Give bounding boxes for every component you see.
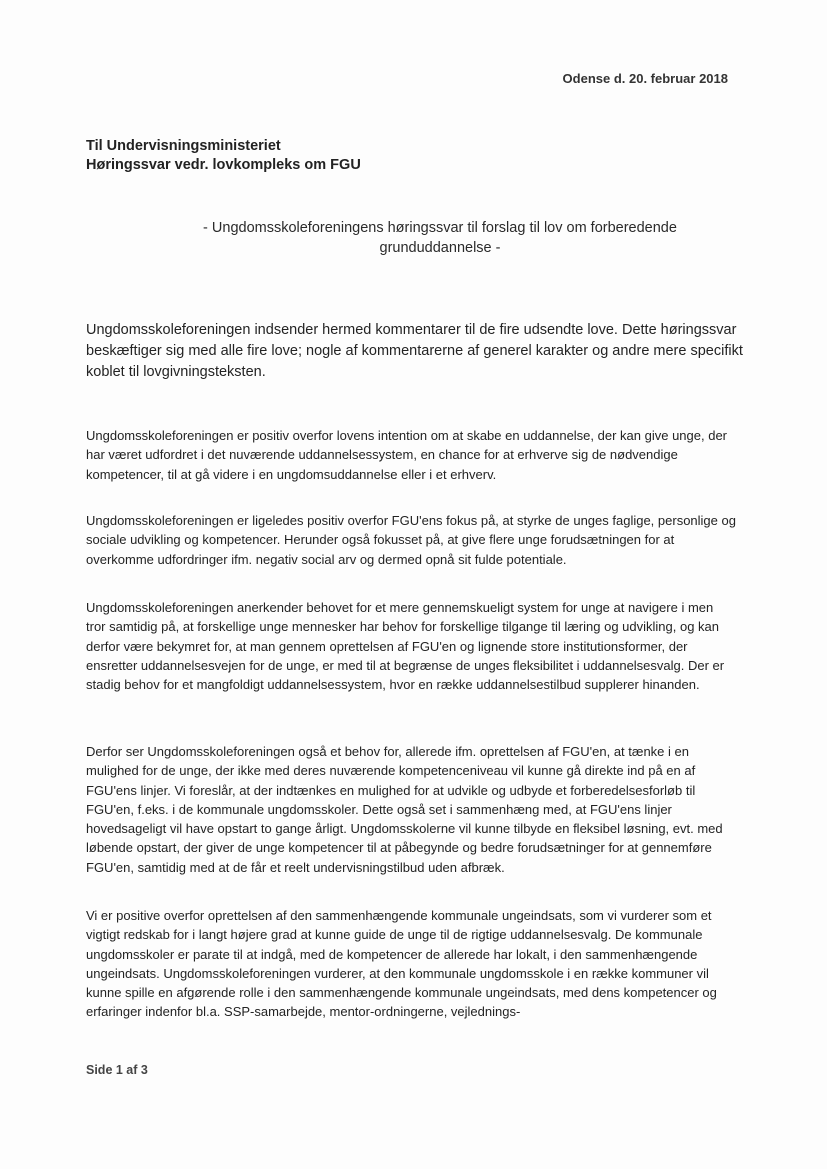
page-number: Side 1 af 3 xyxy=(86,1063,148,1077)
document-title xyxy=(150,218,730,258)
body-paragraph: Derfor ser Ungdomsskoleforeningen også et behov for, allerede ifm. oprettelsen af FGU'en, at tænke i en mulighed for de unge, der ikke med deres nuværende kompetenceniveau vil kunne gå direkte ind på en af FGU'ens linjer. Vi foreslår, at der indtænkes en mulighed for at udvikle og udbyde et forberedelsesforløb til FGU'en, f.eks. i de kommunale ungdomsskoler. Dette også set i sammenhæng med, at FGU'ens linjer hovedsageligt vil have opstart to gange årligt. Ungdomsskolerne vil kunne tilbyde en fleksibel løsning, evt. med løbende opstart, der giver de unge kompetencer til at påbegynde og bedre forudsætninger for at gennemføre FGU'en, samtidig med at de får et reelt undervisningstilbud uden afbræk. xyxy=(86,744,723,875)
title-line-2: grunduddannelse - xyxy=(379,240,501,256)
recipient-line: Til Undervisningsministeriet xyxy=(86,138,281,154)
body-paragraph: Ungdomsskoleforeningen anerkender behovet for et mere gennemskueligt system for unge at navigere i men tror samtidig på, at forskellige unge mennesker har behov for forskellige tilgange til læring og udvikling, og kan derfor være bekymret for, at man gennem oprettelsen af FGU'en og lignende store institutionsformer, der ensretter uddannelsesvejen for de unge, er med til at begrænse de unges fleksibilitet i uddannelsesvalg. Der er stadig behov for et mangfoldigt uddannelsessystem, hvor en række uddannelsestilbud supplerer hinanden. xyxy=(86,600,725,693)
title-line-1: - Ungdomsskoleforeningens høringssvar til forslag til lov om forberedende xyxy=(203,220,677,236)
body-paragraph: Ungdomsskoleforeningen er ligeledes positiv overfor FGU'ens fokus på, at styrke de unges faglige, personlige og sociale udvikling og kompetencer. Herunder også fokusset på, at give flere unge forudsætningen for at overkomme udfordringer ifm. negativ social arv og dermed opnå sit fulde potentiale. xyxy=(86,513,736,567)
subject-line: Høringssvar vedr. lovkompleks om FGU xyxy=(86,157,361,173)
intro-paragraph: Ungdomsskoleforeningen indsender hermed kommentarer til de fire udsendte love. Dette høringssvar beskæftiger sig med alle fire love; nogle af kommentarerne af generel karakter og andre mere specifikt koblet til lovgivningsteksten. xyxy=(86,322,743,380)
body-paragraph: Ungdomsskoleforeningen er positiv overfor lovens intention om at skabe en uddannelse, der kan give unge, der har været udfordret i det nuværende uddannelsessystem, en chance for at erhverve sig de nødvendige kompetencer, til at gå videre i en ungdomsuddannelse eller i et erhverv. xyxy=(86,428,728,482)
body-paragraph: Vi er positive overfor oprettelsen af den sammenhængende kommunale ungeindsats, som vi vurderer som et vigtigt redskab for i langt højere grad at kunne guide de unge til de rigtige uddannelsesvalg. De kommunale ungdomsskoler er parate til at indgå, med de kompetencer de allerede har lokalt, i den sammenhængende ungeindsats. Ungdomsskoleforeningen vurderer, at den kommunale ungdomsskole i en række kommuner vil kunne spille en afgørende rolle i den sammenhængende kommunale ungeindsats, med dens kompetencer og erfaringer indenfor bl.a. SSP-samarbejde, mentor-ordningerne, vejlednings- xyxy=(86,908,717,1020)
letter-date: Odense d. 20. februar 2018 xyxy=(562,71,728,86)
recipient-block xyxy=(86,137,361,175)
